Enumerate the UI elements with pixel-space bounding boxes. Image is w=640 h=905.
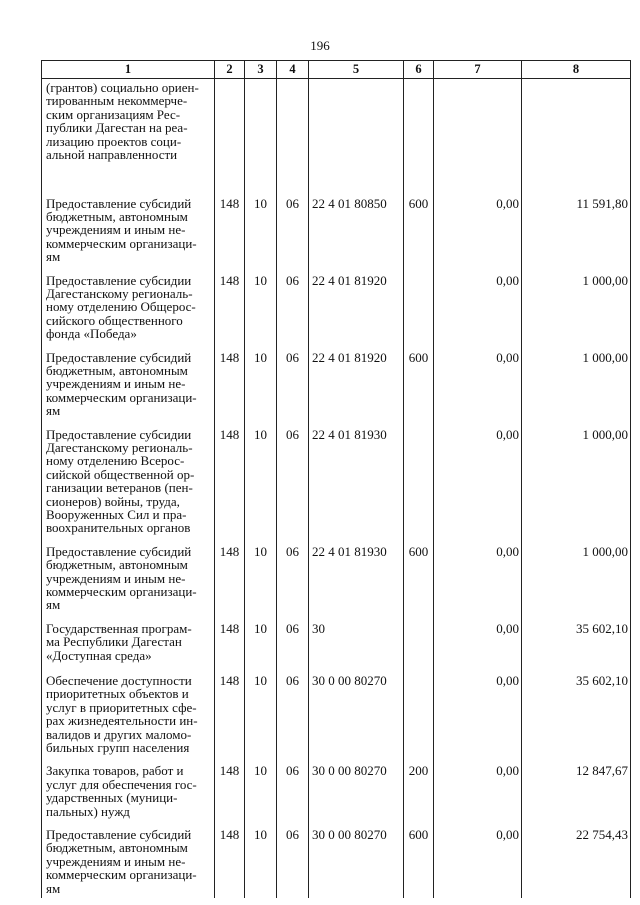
table-row bbox=[42, 341, 631, 418]
cell-amount-col7: 0,00 bbox=[434, 664, 522, 754]
cell-subsection: 06 bbox=[277, 264, 309, 341]
cell-subsection: 06 bbox=[277, 341, 309, 418]
cell-expense-type: 600 bbox=[404, 341, 434, 418]
cell-expense-type bbox=[404, 79, 434, 187]
cell-amount-col7: 0,00 bbox=[434, 612, 522, 664]
row-name-cell: Предоставление субсидии Дагестанскому региональ- ному отделению Общерос- сийского общественного фонда «Победа» bbox=[42, 264, 215, 341]
cell-admin-code bbox=[215, 79, 245, 187]
table-row bbox=[42, 818, 631, 898]
cell-amount-col7: 0,00 bbox=[434, 818, 522, 898]
cell-amount-col7: 0,00 bbox=[434, 754, 522, 818]
cell-amount-col8: 1 000,00 bbox=[522, 418, 631, 535]
cell-section: 10 bbox=[245, 341, 277, 418]
cell-amount-col8: 1 000,00 bbox=[522, 264, 631, 341]
row-name-cell: Предоставление субсидий бюджетным, автономным учреждениям и иным не- коммерческим организаци- ям bbox=[42, 535, 215, 612]
cell-section: 10 bbox=[245, 664, 277, 754]
cell-amount-col8: 12 847,67 bbox=[522, 754, 631, 818]
cell-amount-col8: 11 591,80 bbox=[522, 187, 631, 264]
table-row bbox=[42, 535, 631, 612]
cell-section: 10 bbox=[245, 187, 277, 264]
cell-section: 10 bbox=[245, 612, 277, 664]
table-row bbox=[42, 612, 631, 664]
cell-amount-col7: 0,00 bbox=[434, 341, 522, 418]
column-header: 7 bbox=[434, 61, 522, 79]
cell-expense-type: 600 bbox=[404, 818, 434, 898]
cell-amount-col7: 0,00 bbox=[434, 264, 522, 341]
cell-section: 10 bbox=[245, 535, 277, 612]
cell-admin-code: 148 bbox=[215, 418, 245, 535]
cell-target-article: 22 4 01 81930 bbox=[309, 418, 404, 535]
cell-amount-col8 bbox=[522, 79, 631, 187]
cell-subsection: 06 bbox=[277, 754, 309, 818]
row-name-cell: Предоставление субсидий бюджетным, автономным учреждениям и иным не- коммерческим организаци- ям bbox=[42, 341, 215, 418]
cell-expense-type: 600 bbox=[404, 187, 434, 264]
cell-amount-col7: 0,00 bbox=[434, 187, 522, 264]
column-header: 1 bbox=[42, 61, 215, 79]
cell-target-article: 30 bbox=[309, 612, 404, 664]
cell-subsection: 06 bbox=[277, 612, 309, 664]
column-header: 2 bbox=[215, 61, 245, 79]
row-name-cell: Закупка товаров, работ и услуг для обеспечения гос- ударственных (муници- пальных) нужд bbox=[42, 754, 215, 818]
cell-subsection: 06 bbox=[277, 187, 309, 264]
cell-section: 10 bbox=[245, 264, 277, 341]
cell-section: 10 bbox=[245, 754, 277, 818]
cell-expense-type bbox=[404, 264, 434, 341]
budget-table bbox=[41, 60, 631, 898]
header-row bbox=[42, 61, 631, 79]
row-name-cell: (грантов) социально ориен- тированным некоммерче- ским организациям Рес- публики Дагестан на реа- лизацию проектов соци- альной направленности bbox=[42, 79, 215, 187]
row-name-cell: Предоставление субсидии Дагестанскому региональ- ному отделению Всерос- сийской общественной ор- ганизации ветеранов (пен- сионеров) войны, труда, Вооруженных Сил и пра- воохранительных органов bbox=[42, 418, 215, 535]
cell-subsection bbox=[277, 79, 309, 187]
cell-amount-col7: 0,00 bbox=[434, 418, 522, 535]
cell-section bbox=[245, 79, 277, 187]
cell-target-article: 22 4 01 80850 bbox=[309, 187, 404, 264]
cell-target-article: 22 4 01 81920 bbox=[309, 264, 404, 341]
cell-admin-code: 148 bbox=[215, 754, 245, 818]
cell-admin-code: 148 bbox=[215, 818, 245, 898]
cell-admin-code: 148 bbox=[215, 664, 245, 754]
page-number: 196 bbox=[310, 38, 330, 53]
table-row bbox=[42, 754, 631, 818]
cell-subsection: 06 bbox=[277, 664, 309, 754]
cell-amount-col8: 1 000,00 bbox=[522, 535, 631, 612]
cell-amount-col8: 35 602,10 bbox=[522, 664, 631, 754]
cell-target-article: 30 0 00 80270 bbox=[309, 754, 404, 818]
cell-subsection: 06 bbox=[277, 535, 309, 612]
cell-subsection: 06 bbox=[277, 418, 309, 535]
cell-target-article: 22 4 01 81920 bbox=[309, 341, 404, 418]
cell-admin-code: 148 bbox=[215, 341, 245, 418]
cell-amount-col8: 1 000,00 bbox=[522, 341, 631, 418]
cell-amount-col8: 35 602,10 bbox=[522, 612, 631, 664]
column-header: 5 bbox=[309, 61, 404, 79]
cell-target-article bbox=[309, 79, 404, 187]
column-header: 6 bbox=[404, 61, 434, 79]
cell-admin-code: 148 bbox=[215, 535, 245, 612]
table-row bbox=[42, 79, 631, 187]
table-row bbox=[42, 187, 631, 264]
cell-amount-col7: 0,00 bbox=[434, 535, 522, 612]
cell-amount-col8: 22 754,43 bbox=[522, 818, 631, 898]
cell-target-article: 30 0 00 80270 bbox=[309, 818, 404, 898]
table-row bbox=[42, 664, 631, 754]
row-name-cell: Обеспечение доступности приоритетных объектов и услуг в приоритетных сфе- рах жизнедеятельности ин- валидов и других маломо- бильных групп населения bbox=[42, 664, 215, 754]
column-header: 8 bbox=[522, 61, 631, 79]
cell-expense-type: 200 bbox=[404, 754, 434, 818]
cell-amount-col7 bbox=[434, 79, 522, 187]
row-name-cell: Предоставление субсидий бюджетным, автономным учреждениям и иным не- коммерческим организаци- ям bbox=[42, 818, 215, 898]
cell-admin-code: 148 bbox=[215, 612, 245, 664]
cell-subsection: 06 bbox=[277, 818, 309, 898]
cell-expense-type: 600 bbox=[404, 535, 434, 612]
column-header: 3 bbox=[245, 61, 277, 79]
cell-section: 10 bbox=[245, 818, 277, 898]
column-header: 4 bbox=[277, 61, 309, 79]
cell-target-article: 30 0 00 80270 bbox=[309, 664, 404, 754]
cell-section: 10 bbox=[245, 418, 277, 535]
table-row bbox=[42, 418, 631, 535]
cell-target-article: 22 4 01 81930 bbox=[309, 535, 404, 612]
cell-admin-code: 148 bbox=[215, 264, 245, 341]
cell-expense-type bbox=[404, 612, 434, 664]
table-row bbox=[42, 264, 631, 341]
cell-admin-code: 148 bbox=[215, 187, 245, 264]
row-name-cell: Государственная програм- ма Республики Дагестан «Доступная среда» bbox=[42, 612, 215, 664]
cell-expense-type bbox=[404, 664, 434, 754]
cell-expense-type bbox=[404, 418, 434, 535]
row-name-cell: Предоставление субсидий бюджетным, автономным учреждениям и иным не- коммерческим организаци- ям bbox=[42, 187, 215, 264]
